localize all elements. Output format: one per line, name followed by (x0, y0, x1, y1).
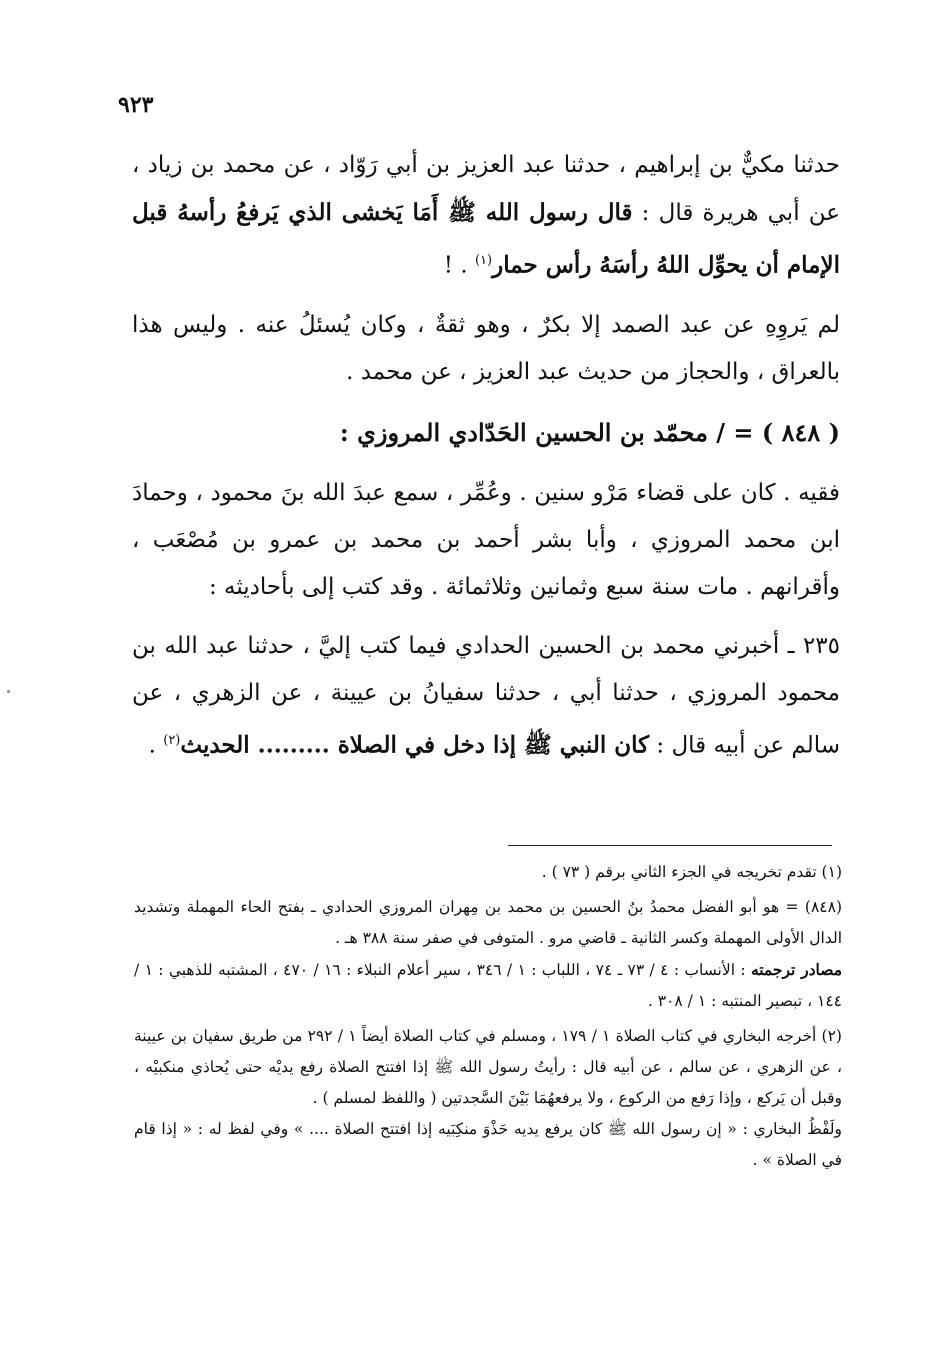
sources-list: : الأنساب : ٤ / ٧٣ ـ ٧٤ ، اللباب : ١ / ٣٤٦ ، سير أعلام النبلاء : ١٦ / ٤٧٠ ، المشتبه للذهبي : ١ / ١٤٤ ، تبصير المنتبه : ١ / ٣٠٨ . (134, 961, 842, 1010)
hadith-isnad: حدثنا مكيٌّ بن إبراهيم ، حدثنا عبد العزيز بن أبي رَوّاد ، عن محمد بن زياد ، عن أبي هريرة قال : (132, 152, 840, 226)
scan-speck (7, 690, 10, 693)
footnote-848 (134, 892, 842, 1017)
page-number: ٩٢٣ (118, 92, 154, 118)
comment-paragraph: لم يَروِهِ عن عبد الصمد إلا بكرٌ ، وهو ثقةٌ ، وكان يُسئلُ عنه . وليس هذا بالعراق ، والحجاز من حديث عبد العزيز ، عن محمد . (132, 311, 840, 385)
footnote-ref: (٢) (163, 732, 181, 748)
hadith-235-isnad: ٢٣٥ ـ أخبرني محمد بن الحسين الحدادي فيما كتب إليَّ ، حدثنا عبد الله بن محمود المروزي ، حدثنا أبي ، حدثنا سفيانُ بن عيينة ، عن الزهري ، عن سالم عن أبيه قال : (132, 632, 840, 759)
footnote-2-bukhari: ولَفْظُ البخاري : « إن رسول الله ﷺ كان يرفع يديه حَذْوَ منكِبَيه إذا افتتح الصلاة .... » وفي لفظ له : « إذا قام في الصلاة » . (134, 1120, 842, 1169)
hadith-235-matn: كان النبي ﷺ إذا دخل في الصلاة ......... الحديث (180, 731, 650, 759)
hadith-paragraph (132, 142, 840, 290)
footnote-ref: (١) (474, 253, 493, 268)
footnote-1: (١) تقدم تخريجه في الجزء الثاني برقم ( ٧٣ ) . (541, 863, 842, 881)
footnote-2 (134, 1021, 842, 1176)
hadith-235-end: . (148, 732, 164, 759)
hadith-end: . ! (443, 252, 475, 279)
main-text (132, 142, 840, 781)
footnote-848-text: (٨٤٨) = هو أبو الفضل محمدُ بنُ الحسين بن محمد بن مِهران المروزي الحدادي ـ بفتح الحاء المهملة وتشديد الدال الأولى المهملة وكسر الثانية ـ قاضي مرو . المتوفى في صفر سنة ٣٨٨ هـ . (134, 898, 842, 947)
biography-paragraph: فقيه . كان على قضاء مَرْو سنين . وعُمِّر ، سمع عبدَ الله بنَ محمود ، وحمادَ ابن محمد المروزي ، وأبا بشر أحمد بن محمد بن عمرو بن مُصْعَب ، وأقرانهم . مات سنة سبع وثمانين وثلاثمائة . وقد كتب إلى بأحاديثه : (132, 479, 840, 600)
biography-heading: ( ٨٤٨ ) = / محمّد بن الحسين الحَدّادي المروزي : (339, 417, 840, 447)
footnotes (134, 857, 842, 1180)
sources-label: مصادر ترجمته (750, 960, 843, 979)
footnote-848-sources (134, 954, 842, 1017)
footnote-divider (508, 845, 832, 846)
hadith-235-paragraph (132, 623, 840, 770)
hadith-matn: قال رسول الله ﷺ أَمَا يَخشى الذي يَرفعُ رأسهُ قبل الإمام أن يحوِّل اللهُ رأسَهُ رأس حمار (132, 199, 840, 279)
footnote-2-text: (٢) أخرجه البخاري في كتاب الصلاة ١ / ١٧٩ ، ومسلم في كتاب الصلاة أيضاً ١ / ٢٩٢ من طريق سفيان بن عيينة ، عن الزهري ، عن سالم ، عن أبيه قال : رأيتُ رسول الله ﷺ إذا افتتح الصلاة رفع يديْه حتى يُحاذي منكبيْه ، وقبل أن يَركع ، وإذا رَفع من الركوع ، ولا يرفعهُمَا بَيْنَ السَّجدتين ( واللفظ لمسلم ) . (134, 1027, 842, 1107)
